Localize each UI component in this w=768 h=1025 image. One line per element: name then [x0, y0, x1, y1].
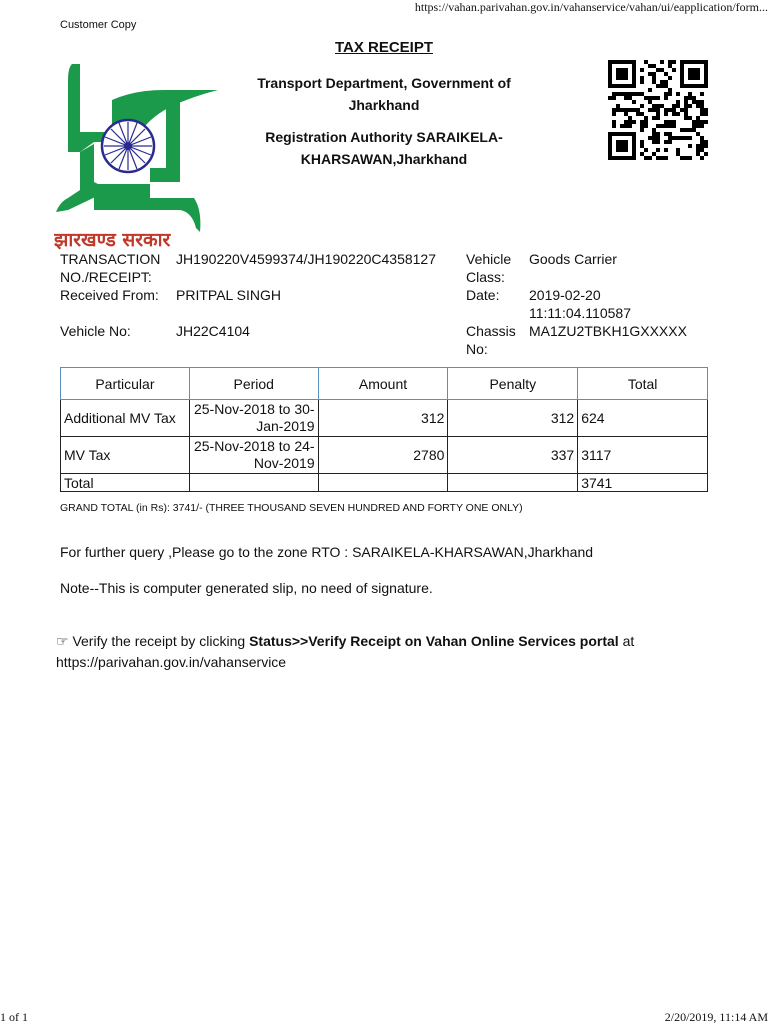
- copy-label: Customer Copy: [60, 19, 137, 31]
- cell-empty: [189, 474, 318, 492]
- note-text: Note--This is computer generated slip, no need of signature.: [60, 580, 433, 596]
- cell-particular: Additional MV Tax: [61, 400, 190, 437]
- pointing-hand-icon: ☞: [56, 634, 69, 650]
- transaction-label: TRANSACTION NO./RECEIPT:: [60, 251, 161, 285]
- cell-total: 3117: [578, 437, 708, 474]
- logo-text: झारखण्ड सरकार: [54, 229, 171, 251]
- jharkhand-logo: [54, 60, 218, 252]
- table-header-row: [61, 368, 708, 400]
- page-indicator: 1 of 1: [0, 1010, 28, 1024]
- vehicle-no-value: JH22C4104: [176, 323, 250, 339]
- cell-total: 624: [578, 400, 708, 437]
- cell-empty: [318, 474, 448, 492]
- department-name: Transport Department, Government of Jharkhand: [257, 75, 511, 113]
- grand-total: GRAND TOTAL (in Rs): 3741/- (THREE THOUSAND SEVEN HUNDRED AND FORTY ONE ONLY): [60, 502, 523, 514]
- verify-instructions: [56, 631, 716, 672]
- vehicle-class-label: Vehicle Class:: [466, 251, 512, 285]
- receipt-title: [0, 39, 768, 56]
- tax-table: [60, 367, 708, 492]
- date-label: Date:: [466, 287, 500, 303]
- query-text: For further query ,Please go to the zone RTO : SARAIKELA-KHARSAWAN,Jharkhand: [60, 544, 594, 560]
- total-label: Total: [61, 474, 190, 492]
- vehicle-no-label: Vehicle No:: [60, 323, 131, 339]
- col-header-particular: Particular: [61, 368, 190, 400]
- print-timestamp: 2/20/2019, 11:14 AM: [664, 1010, 768, 1024]
- col-header-total: Total: [578, 368, 708, 400]
- cell-amount: 312: [318, 400, 448, 437]
- col-header-penalty: Penalty: [448, 368, 578, 400]
- cell-empty: [448, 474, 578, 492]
- verify-suffix: at: [618, 633, 635, 649]
- registration-authority: Registration Authority SARAIKELA-KHARSAWAN,Jharkhand: [265, 129, 503, 167]
- total-value: 3741: [578, 474, 708, 492]
- verify-path: Status>>Verify Receipt on Vahan Online Services portal: [249, 633, 619, 649]
- table-row: [61, 437, 708, 474]
- verify-prefix: Verify the receipt by clicking: [68, 633, 250, 649]
- received-from-label: Received From:: [60, 287, 159, 303]
- received-from-value: PRITPAL SINGH: [176, 287, 282, 303]
- table-row: [61, 400, 708, 437]
- chassis-label: Chassis No:: [466, 323, 516, 357]
- vahan-service-link[interactable]: https://parivahan.gov.in/vahanservice: [56, 654, 287, 670]
- table-total-row: [61, 474, 708, 492]
- col-header-period: Period: [189, 368, 318, 400]
- cell-period: 25-Nov-2018 to 24-Nov-2019: [189, 437, 318, 474]
- cell-particular: MV Tax: [61, 437, 190, 474]
- qr-code: [608, 60, 708, 160]
- cell-period: 25-Nov-2018 to 30-Jan-2019: [189, 400, 318, 437]
- date-value: 2019-02-20 11:11:04.110587: [529, 287, 631, 321]
- chassis-value: MA1ZU2TBKH1GXXXXX: [529, 323, 687, 339]
- vehicle-class-value: Goods Carrier: [529, 251, 617, 267]
- page-url: https://vahan.parivahan.gov.in/vahanservice/vahan/ui/eapplication/form...: [414, 0, 768, 14]
- cell-amount: 2780: [318, 437, 448, 474]
- receipt-title-text: TAX RECEIPT: [334, 39, 434, 56]
- cell-penalty: 337: [448, 437, 578, 474]
- transaction-value: JH190220V4599374/JH190220C4358127: [176, 251, 436, 267]
- col-header-amount: Amount: [318, 368, 448, 400]
- cell-penalty: 312: [448, 400, 578, 437]
